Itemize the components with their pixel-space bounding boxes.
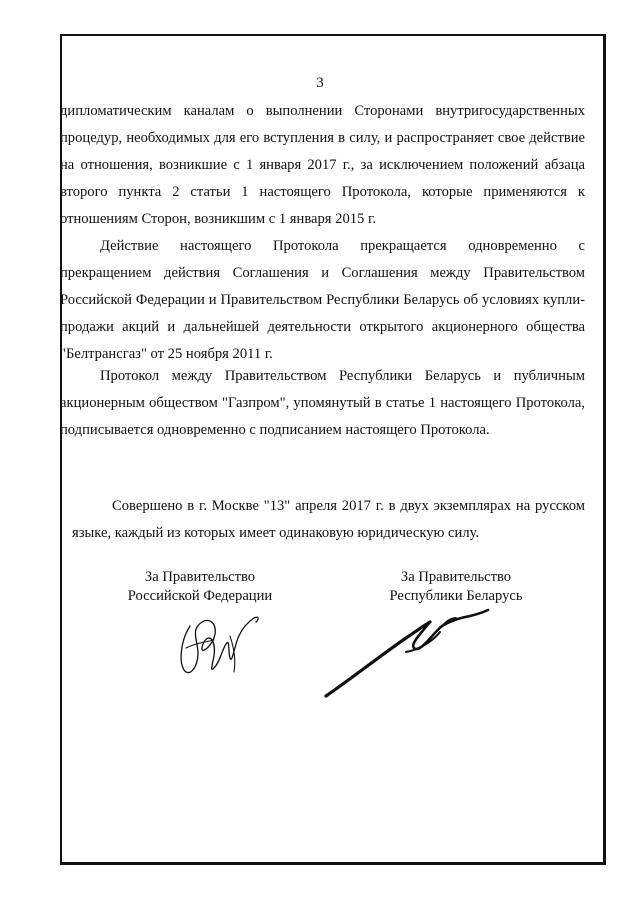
- signatory-russia-line1: За Правительство: [144, 569, 256, 585]
- signatory-belarus-line2: Республики Беларусь: [389, 588, 523, 604]
- signatory-russia: [110, 568, 290, 606]
- signature-belarus: [322, 592, 492, 702]
- paragraph-done-in-moscow: Совершено в г. Москве "13" апреля 2017 г. в двух экземплярах на русском языке, каждый из которых имеет одинаковую юридическую силу.: [72, 498, 585, 541]
- paragraph-entry-into-force: дипломатическим каналам о выполнении Сторонами внутригосударственных процедур, необходимых для его вступления в силу, и распространяет свое действие на отношения, возникшие с 1 января 2017 г., за исключением положений абзаца второго пункта 2 статьи 1 настоящего Протокола, которые применяются к отношениям Сторон, возникшим с 1 января 2015 г.: [60, 103, 585, 227]
- paragraph-termination: Действие настоящего Протокола прекращается одновременно с прекращением действия Соглашения и Соглашения между Правительством Российской Федерации и Правительством Республики Беларусь об условиях купли-продажи акций и дальнейшей деятельности открытого акционерного общества "Белтрансгаз" от 25 ноября 2011 г.: [60, 238, 585, 362]
- signatory-russia-line2: Российской Федерации: [127, 588, 273, 604]
- signatory-belarus-line1: За Правительство: [400, 569, 512, 585]
- paragraph-gazprom-protocol: Протокол между Правительством Республики Беларусь и публичным акционерным обществом "Газпром", упомянутый в статье 1 настоящего Протокола, подписывается одновременно с подписанием настоящего Протокола.: [60, 368, 585, 438]
- page-number: 3: [316, 75, 324, 91]
- signature-russia: [168, 608, 278, 678]
